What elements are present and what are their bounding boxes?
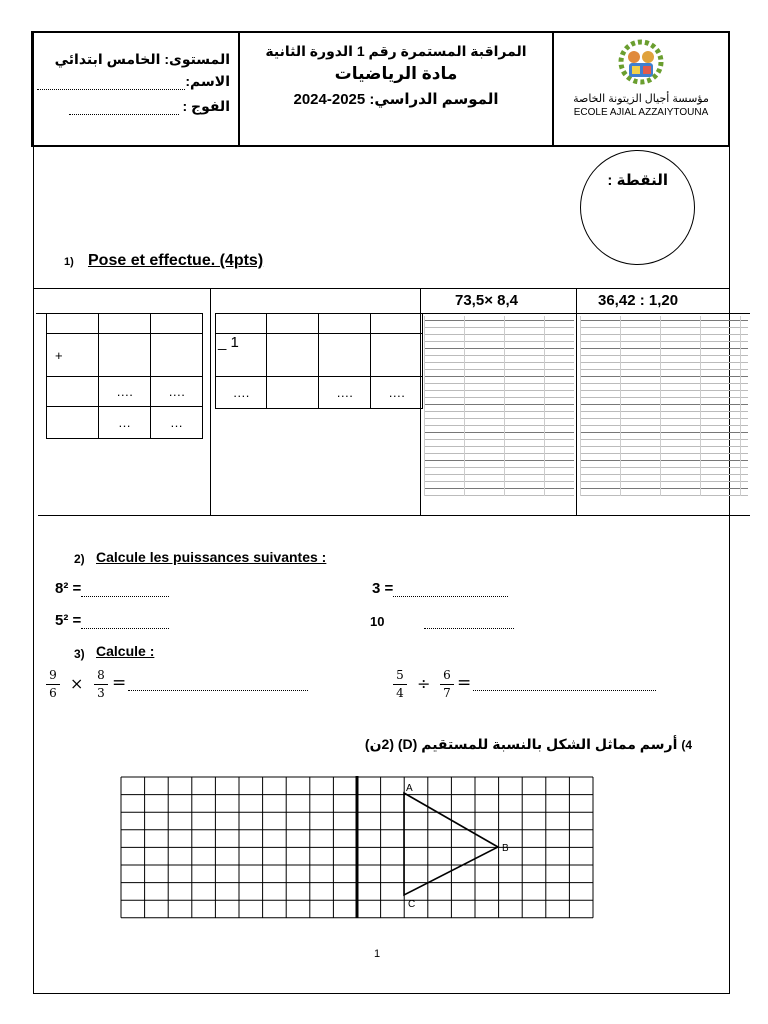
ruled-line bbox=[424, 327, 574, 328]
times-sign: × bbox=[70, 674, 84, 693]
score-label: النقطة : bbox=[607, 172, 668, 189]
power-5-label: 5² = bbox=[55, 612, 82, 629]
power-3-label: 3 = bbox=[372, 580, 394, 597]
answer-cell[interactable]: … bbox=[151, 407, 203, 439]
ruled-line bbox=[424, 488, 574, 489]
ruled-line bbox=[580, 397, 748, 398]
answer-cell[interactable]: …. bbox=[319, 377, 371, 409]
subject-title: مادة الرياضيات bbox=[334, 64, 458, 83]
ex1-bottom-rule bbox=[38, 515, 750, 516]
name-label: الاسم: bbox=[185, 73, 230, 89]
ruled-margin bbox=[740, 316, 741, 496]
ex1-col4-title: 36,42 : 1,20 bbox=[598, 292, 679, 309]
ruled-margin bbox=[464, 316, 465, 496]
ruled-line bbox=[580, 355, 748, 356]
equals-sign: = bbox=[457, 673, 472, 693]
fraction-quotient-2[interactable] bbox=[393, 668, 663, 708]
ruled-line bbox=[424, 460, 574, 461]
ex3-title: Calcule : bbox=[96, 643, 155, 659]
ruled-line bbox=[580, 341, 748, 342]
ruled-line bbox=[580, 460, 748, 461]
symmetry-grid[interactable] bbox=[120, 776, 600, 920]
ruled-line bbox=[580, 474, 748, 475]
power-8-row[interactable] bbox=[55, 580, 169, 597]
ruled-line bbox=[424, 495, 574, 496]
ruled-margin bbox=[424, 316, 425, 496]
header bbox=[31, 31, 730, 147]
ruled-line bbox=[580, 404, 748, 405]
ruled-line bbox=[424, 376, 574, 377]
ruled-line bbox=[424, 411, 574, 412]
ruled-line bbox=[424, 334, 574, 335]
page-number: 1 bbox=[374, 948, 381, 960]
point-c-label: C bbox=[408, 899, 416, 910]
point-b-label: B bbox=[502, 843, 509, 854]
ruled-line bbox=[424, 425, 574, 426]
ruled-line bbox=[424, 390, 574, 391]
fraction-denominator: 7 bbox=[443, 686, 451, 700]
addition-top-line bbox=[36, 313, 196, 314]
ruled-margin bbox=[620, 316, 621, 496]
ex1-divider-3 bbox=[576, 288, 577, 516]
school-block bbox=[554, 33, 728, 145]
ex3-number: 3) bbox=[74, 647, 85, 661]
ruled-line bbox=[580, 334, 748, 335]
ruled-line bbox=[424, 369, 574, 370]
ruled-line bbox=[580, 362, 748, 363]
ruled-line bbox=[580, 453, 748, 454]
ruled-line bbox=[424, 355, 574, 356]
ruled-line bbox=[424, 341, 574, 342]
ruled-line bbox=[424, 397, 574, 398]
ruled-margin bbox=[700, 316, 701, 496]
ruled-line bbox=[580, 488, 748, 489]
ruled-line bbox=[580, 425, 748, 426]
answer-cell[interactable]: … bbox=[99, 407, 151, 439]
exam-title-block bbox=[240, 33, 554, 145]
minus-one: _ 1 bbox=[216, 334, 267, 377]
power-10-row[interactable] bbox=[370, 614, 514, 629]
score-circle bbox=[580, 150, 695, 265]
ruled-line bbox=[424, 481, 574, 482]
ex4-number: 4) bbox=[681, 738, 692, 752]
ruled-line bbox=[580, 418, 748, 419]
ruled-line bbox=[424, 453, 574, 454]
fraction-product-1[interactable] bbox=[46, 668, 316, 708]
ex4-title-line bbox=[344, 736, 692, 753]
power-8-label: 8² = bbox=[55, 580, 82, 597]
ruled-line bbox=[424, 467, 574, 468]
ruled-line bbox=[424, 439, 574, 440]
power-10-label: 10 bbox=[370, 614, 385, 629]
ruled-line bbox=[424, 320, 574, 321]
ruled-line bbox=[424, 474, 574, 475]
subtraction-grid bbox=[215, 313, 423, 409]
school-name-ar: مؤسسة أجيال الزيتونة الخاصة bbox=[573, 93, 709, 105]
ruled-line bbox=[580, 390, 748, 391]
school-name-fr: ECOLE AJIAL AZZAIYTOUNA bbox=[573, 107, 709, 118]
ruled-line bbox=[580, 432, 748, 433]
ex1-divider-1 bbox=[210, 288, 211, 516]
fraction-numerator: 8 bbox=[97, 668, 105, 682]
ruled-line bbox=[580, 411, 748, 412]
exam-title: المراقبة المستمرة رقم 1 الدورة الثانية bbox=[265, 43, 527, 59]
group-label: الفوج : bbox=[182, 98, 230, 114]
divide-sign: ÷ bbox=[417, 674, 431, 693]
ex1-title: Pose et effectue. (4pts) bbox=[88, 252, 264, 269]
answer-cell[interactable]: …. bbox=[99, 377, 151, 407]
fraction-denominator: 3 bbox=[97, 686, 105, 700]
ruled-line bbox=[580, 439, 748, 440]
answer-cell[interactable]: …. bbox=[216, 377, 267, 409]
level-label: المستوى: الخامس ابتدائي bbox=[54, 51, 230, 67]
ruled-line bbox=[580, 348, 748, 349]
plus-sign: + bbox=[47, 334, 99, 377]
ruled-line bbox=[424, 418, 574, 419]
ex1-header-rule bbox=[420, 313, 750, 314]
point-a-label: A bbox=[406, 783, 413, 794]
ex1-top-rule bbox=[33, 288, 730, 289]
school-logo-icon bbox=[616, 39, 666, 85]
ex2-title: Calcule les puissances suivantes : bbox=[96, 549, 327, 565]
ruled-margin bbox=[660, 316, 661, 496]
ruled-line bbox=[580, 320, 748, 321]
division-work-area[interactable] bbox=[580, 316, 748, 496]
ruled-line bbox=[580, 446, 748, 447]
answer-cell[interactable]: …. bbox=[151, 377, 203, 407]
fraction-numerator: 6 bbox=[443, 668, 451, 682]
ruled-line bbox=[580, 376, 748, 377]
power-5-row[interactable] bbox=[55, 612, 169, 629]
ruled-line bbox=[424, 348, 574, 349]
addition-grid bbox=[46, 313, 203, 439]
ruled-margin bbox=[580, 316, 581, 496]
multiplication-work-area[interactable] bbox=[424, 316, 574, 496]
ruled-margin bbox=[504, 316, 505, 496]
ruled-line bbox=[580, 495, 748, 496]
ruled-line bbox=[424, 383, 574, 384]
ex1-col3-title: 73,5× 8,4 bbox=[455, 292, 518, 309]
answer-cell[interactable]: …. bbox=[371, 377, 423, 409]
ex4-title: أرسم مماثل الشكل بالنسبة للمستقيم (D) (2ن) bbox=[364, 736, 678, 752]
ex2-number: 2) bbox=[74, 552, 85, 566]
ex1-number: 1) bbox=[64, 256, 74, 268]
ruled-line bbox=[424, 446, 574, 447]
equals-sign: = bbox=[112, 673, 127, 693]
power-3-row[interactable] bbox=[372, 580, 508, 597]
ruled-line bbox=[424, 432, 574, 433]
ruled-line bbox=[580, 327, 748, 328]
ruled-line bbox=[424, 404, 574, 405]
school-year: الموسم الدراسي: 2025-2024 bbox=[293, 91, 499, 108]
student-info bbox=[33, 33, 240, 145]
ruled-line bbox=[580, 383, 748, 384]
ruled-line bbox=[580, 369, 748, 370]
ruled-line bbox=[580, 467, 748, 468]
ruled-margin bbox=[544, 316, 545, 496]
fraction-denominator: 4 bbox=[396, 686, 404, 700]
ruled-line bbox=[424, 362, 574, 363]
name-field[interactable] bbox=[39, 73, 230, 90]
group-field[interactable] bbox=[39, 98, 230, 115]
fraction-numerator: 5 bbox=[396, 668, 404, 682]
fraction-denominator: 6 bbox=[49, 686, 57, 700]
ruled-line bbox=[580, 481, 748, 482]
fraction-numerator: 9 bbox=[49, 668, 57, 682]
